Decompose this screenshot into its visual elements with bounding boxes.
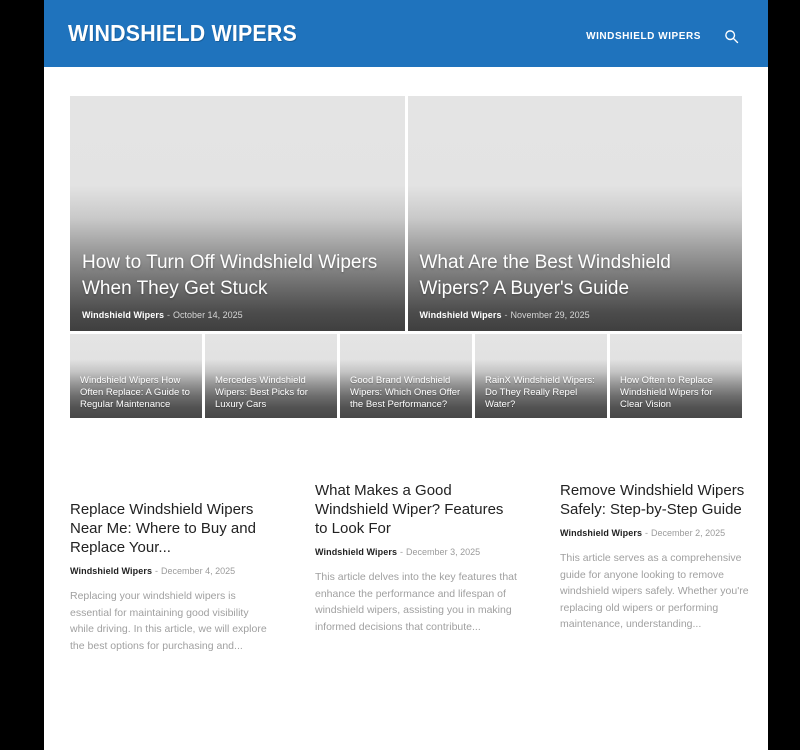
byline-separator: - <box>400 547 404 557</box>
site-header <box>44 0 768 67</box>
featured-thumbnail-row <box>70 334 742 418</box>
publish-date: October 14, 2025 <box>173 310 243 320</box>
featured-posts-section <box>70 96 742 418</box>
thumbnail-card[interactable] <box>205 334 337 418</box>
publish-date: December 3, 2025 <box>406 547 481 557</box>
thumbnail-card[interactable] <box>475 334 607 418</box>
thumbnail-card-title: Good Brand Windshield Wipers: Which Ones Offer the Best Performance? <box>350 375 461 410</box>
featured-card-title: How to Turn Off Windshield Wipers When They Get Stuck <box>82 252 378 299</box>
article-byline <box>70 566 275 577</box>
byline-separator: - <box>504 310 508 320</box>
article-byline <box>315 547 520 558</box>
thumbnail-card[interactable] <box>340 334 472 418</box>
site-logo[interactable]: WINDSHIELD WIPERS <box>68 20 297 46</box>
featured-card-body <box>420 250 731 321</box>
author-name[interactable]: Windshield Wipers <box>419 310 502 320</box>
article-title: What Makes a Good Windshield Wiper? Features to Look For <box>315 482 504 537</box>
thumbnail-card-title: How Often to Replace Windshield Wipers for Clear Vision <box>620 375 713 410</box>
thumbnail-card-title: Mercedes Windshield Wipers: Best Picks for Luxury Cars <box>215 375 308 410</box>
site-canvas <box>44 0 768 750</box>
byline-separator: - <box>167 310 171 320</box>
primary-navigation <box>586 22 740 46</box>
thumbnail-card[interactable] <box>610 334 742 418</box>
publish-date: December 2, 2025 <box>651 528 726 538</box>
article-card[interactable] <box>560 481 765 654</box>
byline-separator: - <box>645 528 649 538</box>
article-title: Remove Windshield Wipers Safely: Step-by-Step Guide <box>560 482 745 518</box>
article-excerpt: This article delves into the key features that enhance the performance and lifespan of windshield wipers, assisting you in making informed decisions that contribute... <box>315 571 517 633</box>
article-title: Replace Windshield Wipers Near Me: Where to Buy and Replace Your... <box>70 501 256 556</box>
author-name[interactable]: Windshield Wipers <box>315 547 398 557</box>
article-card[interactable] <box>315 481 520 654</box>
publish-date: December 4, 2025 <box>161 566 236 576</box>
article-grid <box>70 482 766 654</box>
search-icon[interactable] <box>722 28 740 46</box>
featured-card-byline <box>420 310 731 321</box>
author-name[interactable]: Windshield Wipers <box>70 566 153 576</box>
article-byline <box>560 528 765 539</box>
article-card[interactable] <box>70 500 275 654</box>
featured-card-byline <box>82 310 393 321</box>
byline-separator: - <box>155 566 159 576</box>
thumbnail-card[interactable] <box>70 334 202 418</box>
featured-card[interactable] <box>70 96 405 331</box>
featured-card-title: What Are the Best Windshield Wipers? A Buyer's Guide <box>419 252 671 299</box>
featured-large-row <box>70 96 742 331</box>
author-name[interactable]: Windshield Wipers <box>82 310 165 320</box>
thumbnail-card-title: Windshield Wipers How Often Replace: A Guide to Regular Maintenance <box>80 375 190 410</box>
nav-item-windshield-wipers[interactable]: WINDSHIELD WIPERS <box>586 31 701 42</box>
author-name[interactable]: Windshield Wipers <box>560 528 643 538</box>
thumbnail-card-title: RainX Windshield Wipers: Do They Really Repel Water? <box>485 375 595 410</box>
publish-date: November 29, 2025 <box>510 310 590 320</box>
article-excerpt: This article serves as a comprehensive guide for anyone looking to remove windshield wipers safely. Whether you're replacing old wipers or performing maintenance, understanding... <box>560 552 749 630</box>
featured-card[interactable] <box>408 96 743 331</box>
article-excerpt: Replacing your windshield wipers is essential for maintaining good visibility while driving. In this article, we will explore the best options for purchasing and... <box>70 590 267 652</box>
featured-card-body <box>82 250 393 321</box>
